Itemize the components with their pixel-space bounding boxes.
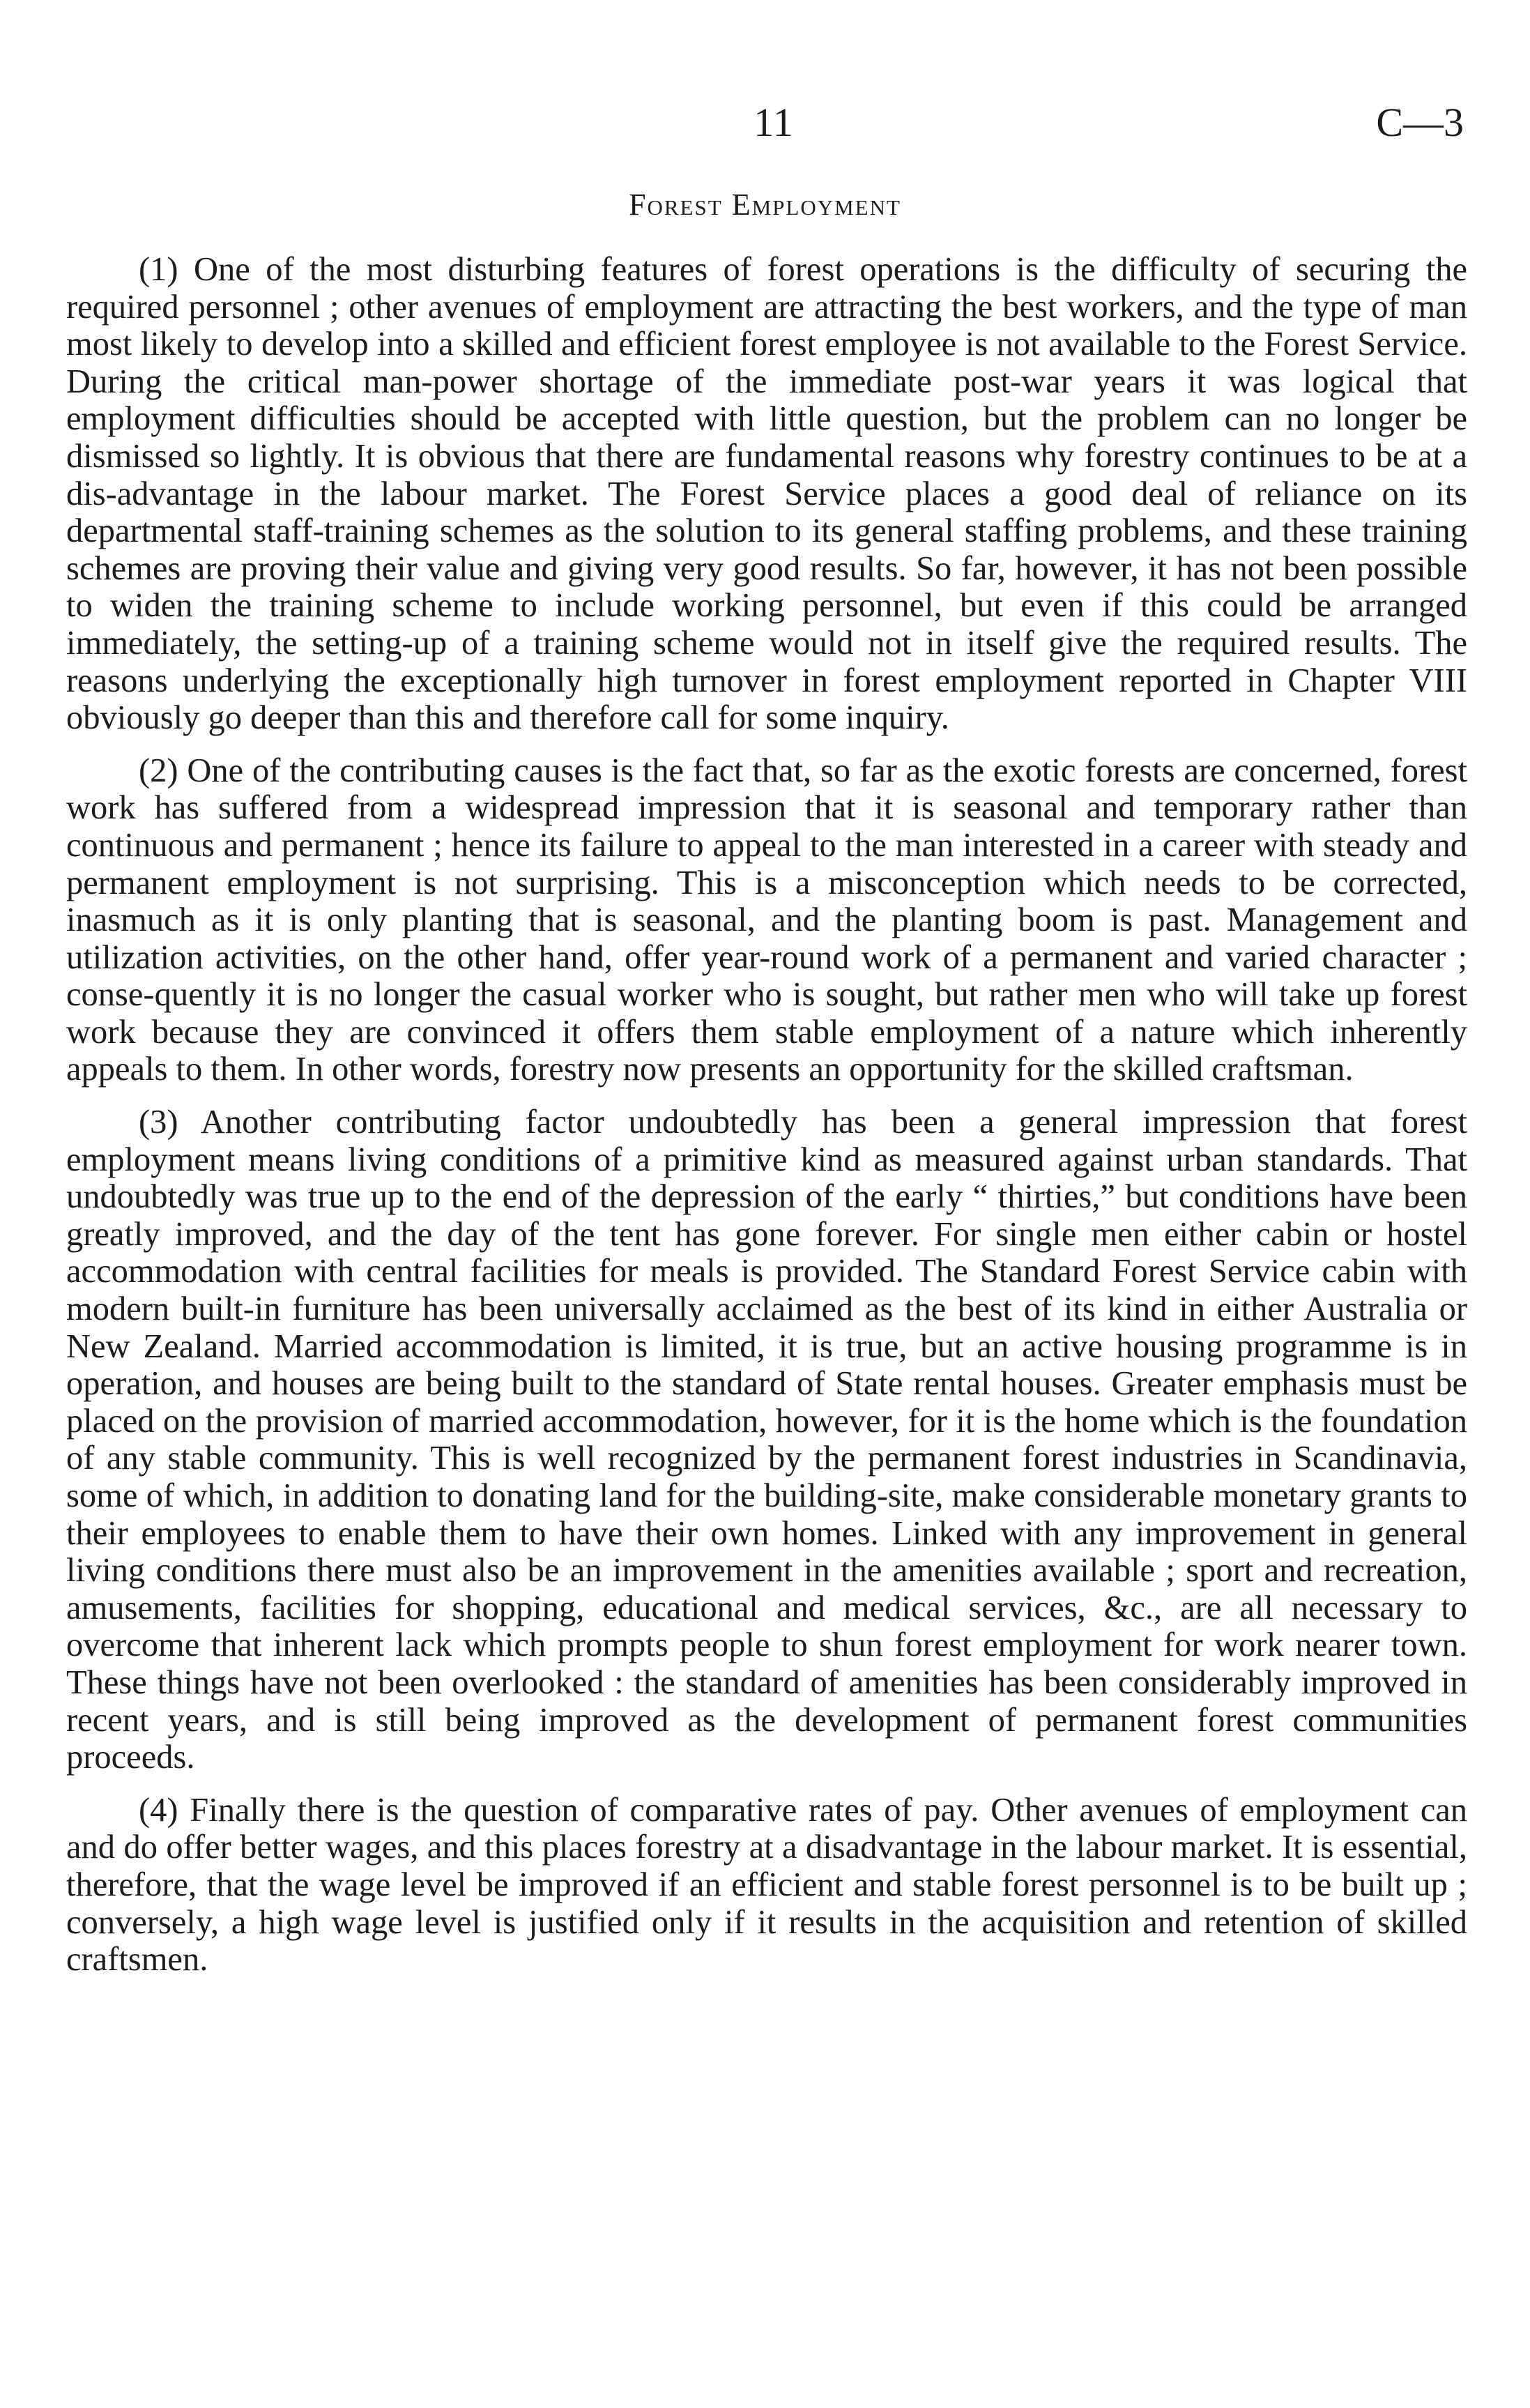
paragraph-4: (4) Finally there is the question of comparative rates of pay. Other avenues of employment can and do offer better wages, and this places forestry at a disadvantage in the labour market. It is essential, therefore, that the wage level be improved if an efficient and stable forest personnel is to be built up ; conversely, a high wage level is justified only if it results in the acquisition and retention of skilled craftsmen. (66, 1791, 1467, 1979)
section-title: Forest Employment (629, 188, 901, 222)
page-number: 11 (753, 100, 794, 145)
document-reference: C—3 (1376, 100, 1464, 145)
body-text (66, 251, 1467, 1994)
paragraph-1: (1) One of the most disturbing features of forest operations is the difficulty of securing the required personnel ; other avenues of employment are attracting the best workers, and the type of man most likely to develop into a skilled and efficient forest employee is not available to the Forest Service. During the critical man-power shortage of the immediate post-war years it was logical that employment difficulties should be accepted with little question, but the problem can no longer be dismissed so lightly. It is obvious that there are fundamental reasons why forestry continues to be at a dis-advantage in the labour market. The Forest Service places a good deal of reliance on its departmental staff-training schemes as the solution to its general staffing problems, and these training schemes are proving their value and giving very good results. So far, however, it has not been possible to widen the training scheme to include working personnel, but even if this could be arranged immediately, the setting-up of a training scheme would not in itself give the required results. The reasons underlying the exceptionally high turnover in forest employment reported in Chapter VIII obviously go deeper than this and therefore call for some inquiry. (66, 251, 1467, 737)
paragraph-2: (2) One of the contributing causes is the fact that, so far as the exotic forests are concerned, forest work has suffered from a widespread impression that it is seasonal and temporary rather than continuous and permanent ; hence its failure to appeal to the man interested in a career with steady and permanent employment is not surprising. This is a misconception which needs to be corrected, inasmuch as it is only planting that is seasonal, and the planting boom is past. Management and utilization activities, on the other hand, offer year-round work of a permanent and varied character ; conse-quently it is no longer the casual worker who is sought, but rather men who will take up forest work because they are convinced it offers them stable employment of a nature which inherently appeals to them. In other words, forestry now presents an opportunity for the skilled craftsman. (66, 752, 1467, 1088)
paragraph-3: (3) Another contributing factor undoubtedly has been a general impression that forest employment means living conditions of a primitive kind as measured against urban standards. That undoubtedly was true up to the end of the depression of the early “ thirties,” but conditions have been greatly improved, and the day of the tent has gone forever. For single men either cabin or hostel accommodation with central facilities for meals is provided. The Standard Forest Service cabin with modern built-in furniture has been universally acclaimed as the best of its kind in either Australia or New Zealand. Married accommodation is limited, it is true, but an active housing programme is in operation, and houses are being built to the standard of State rental houses. Greater emphasis must be placed on the provision of married accommodation, however, for it is the home which is the foundation of any stable community. This is well recognized by the permanent forest industries in Scandinavia, some of which, in addition to donating land for the building-site, make considerable monetary grants to their employees to enable them to have their own homes. Linked with any improvement in general living conditions there must also be an improvement in the amenities available ; sport and recreation, amusements, facilities for shopping, educational and medical services, &c., are all necessary to overcome that inherent lack which prompts people to shun forest employment for work nearer town. These things have not been overlooked : the standard of amenities has been considerably improved in recent years, and is still being improved as the development of permanent forest communities proceeds. (66, 1104, 1467, 1776)
